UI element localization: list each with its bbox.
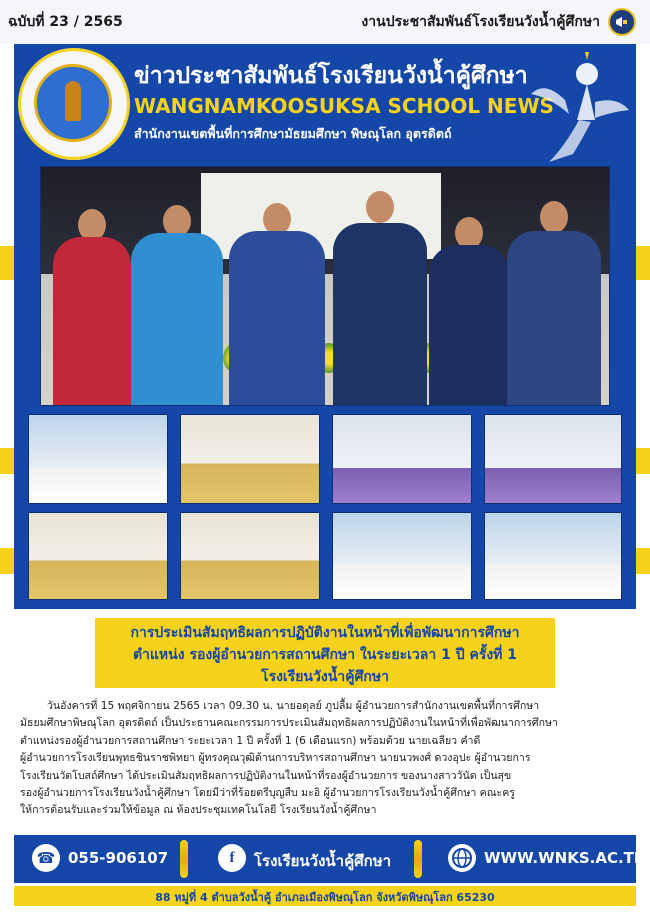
website-link[interactable]: WWW.WNKS.AC.TH [484,849,647,867]
article-line: ให้การต้อนรับและร่วมให้ข้อมูล ณ ห้องประชุมเทคโนโลยี โรงเรียนวังน้ำคู้ศึกษา [20,804,377,817]
person-figure [53,195,131,405]
article-line: วันอังคารที่ 15 พฤศจิกายน 2565 เวลา 09.30 น. นายอดุลย์ ภูปลื้ม ผู้อำนวยการสำนักงานเขตพื้นที่การศึกษา [20,700,540,712]
seal-emblem [34,64,112,142]
seal-figure [65,81,81,121]
thumbnail-photo [28,512,168,600]
facebook-icon: f [218,844,246,872]
issue-number: ฉบับที่ 23 / 2565 [8,14,123,30]
newsletter-title-en: WANGNAMKOOSUKSA SCHOOL NEWS [134,94,554,118]
person-figure [131,193,223,405]
ornament-divider [414,840,422,878]
person-figure [429,205,509,405]
megaphone-icon [608,8,636,36]
thumbnail-photo [180,512,320,600]
school-address: 88 หมู่ที่ 4 ตำบลวังน้ำคู้ อำเภอเมืองพิษณุโลก จังหวัดพิษณุโลก 65230 [155,891,495,904]
article-body [20,698,632,820]
facebook-page: โรงเรียนวังน้ำคู้ศึกษา [254,852,392,870]
thumbnail-photo [484,414,622,504]
pr-department: งานประชาสัมพันธ์โรงเรียนวังน้ำคู้ศึกษา [361,14,600,30]
article-line: โรงเรียนวัดโบสถ์ศึกษา ได้ประเมินสัมฤทธิผลการปฏิบัติงานในหน้าที่รองผู้อำนวยการ ของนางสาววันัด เป็นสุข [20,769,512,782]
ornament-divider [180,840,188,878]
person-figure [229,193,325,405]
person-figure [507,191,601,405]
newsletter-subtitle: สำนักงานเขตพื้นที่การศึกษามัธยมศึกษา พิษณุโลก อุตรดิตถ์ [134,126,452,141]
headline-line-3: โรงเรียนวังน้ำคู้ศึกษา [261,669,389,685]
article-line: รองผู้อำนวยการโรงเรียนวังน้ำคู้ศึกษา โดยมีว่าที่ร้อยตรีบุญสืบ มะอิ ผู้อำนวยการโรงเรียนวังน้ำคู้ศึกษา คณะครู [20,787,516,800]
school-seal [14,44,134,164]
globe-icon [448,844,476,872]
thumbnail-photo [484,512,622,600]
thumbnail-photo [28,414,168,504]
article-line: ผู้อำนวยการโรงเรียนพุทธชินราชพิทยา ผู้ทรงคุณวุฒิด้านการบริหารสถานศึกษา นายนวพงศ์ ดวงอุปะ ผู้อำนวยการ [20,752,531,765]
main-photo [40,166,610,406]
article-line: ตำแหน่งรองผู้อำนวยการสถานศึกษา ระยะเวลา 1 ปี ครั้งที่ 1 (6 เดือนแรก) พร้อมด้วย นายเฉลียว คำดี [20,734,481,747]
headline-line-2: ตำแหน่ง รองผู้อำนวยการสถานศึกษา ในระยะเวลา 1 ปี ครั้งที่ 1 [132,647,518,663]
phone-number: 055-906107 [68,849,169,867]
thumbnail-photo [332,512,472,600]
person-figure [333,185,427,405]
newsletter-title: ข่าวประชาสัมพันธ์โรงเรียนวังน้ำคู้ศึกษา [134,63,528,89]
thumbnail-photo [180,414,320,504]
phone-icon: ☎ [32,844,60,872]
headline-line-1: การประเมินสัมฤทธิผลการปฏิบัติงานในหน้าที่เพื่อพัฒนาการศึกษา [130,625,520,641]
article-line: มัธยมศึกษาพิษณุโลก อุตรดิตถ์ เป็นประธานคณะกรรมการประเมินสัมฤทธิผลการปฏิบัติงานในหน้าที่เพื่อพัฒนาการศึกษา [20,717,558,730]
angel-illustration [525,50,633,168]
thumbnail-photo [332,414,472,504]
